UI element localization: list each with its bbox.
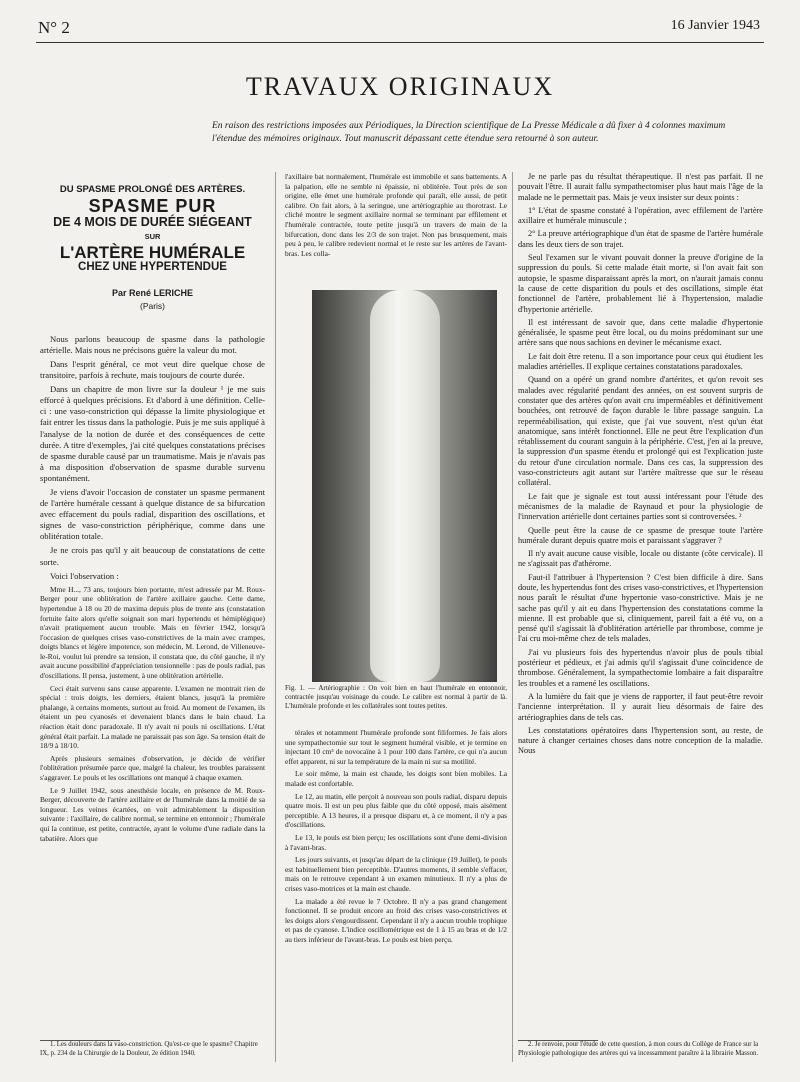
arm-shadow [370,290,440,682]
footnote-1: 1. Les douleurs dans la vaso-constriction. Qu'est-ce que le spasme? Chapitre IX, p. 234 de la Chirurgie de la Douleur, 2e édition 1940. [40,1041,258,1057]
article-place: (Paris) [139,300,166,311]
article-author: Par René LERICHE [111,287,194,298]
observation-paragraph: Après plusieurs semaines d'observation, je décide de vérifier l'oblitération présumée parce que, malgré la chaleur, les troubles paraissent s'aggraver. Le pouls et les oscillations ont manqué à chaque examen. [40,753,265,782]
paragraph: Nous parlons beaucoup de spasme dans la pathologie artérielle. Mais nous ne précisons guère la valeur du mot. [40,333,265,355]
paragraph: Les constatations opératoires dans l'hypertension sont, au reste, de nature à changer certaines choses dans notre conception de la maladie. Nous [518,725,763,756]
paragraph: Dans l'esprit général, ce mot veut dire quelque chose de transitoire, parfois à rechute, mais toujours de courte durée. [40,358,265,381]
column-2-bottom [285,728,507,947]
observation-paragraph: Le 9 Juillet 1942, sous anesthésie locale, en présence de M. Roux-Berger, découverte de l'artère axillaire et de l'humérale dans la moitié de sa longueur. Les veines écartées, on voit admirablement la disposition suivante : l'axillaire, de calibre normal, se termine en entonnoir ; l'humérale qui la continue, est petite, contractée, ayant le volume d'une radiale dans la tabatière. Alors que [40,785,265,843]
paragraph: La malade a été revue le 7 Octobre. Il n'y a pas grand changement fonctionnel. Il se produit encore au froid des crises vaso-constrictives et les doigts alors s'engourdissent. Cependant il n'y a aucun trouble trophique et pas de cyanose. L'indice oscillométrique est de 1 à 15 au bras et de 1/2 au tiers inférieur de l'avant-bras. Le pouls est bien perçu. [285,896,507,944]
article-title-2: DE 4 MOIS DE DURÉE SIÉGEANT [53,215,252,230]
section-title: TRAVAUX ORIGINAUX [245,72,555,101]
observation-paragraph: Mme H..., 73 ans, toujours bien portante, m'est adressée par M. Roux-Berger pour une oblitération de l'artère axillaire gauche. Cette dame, hypertendue à 18 ou 20 de maxima depuis plus de trente ans (constatation fortuite faite alors qu'elle soignait son mari hypertendu et hémiplégique) n'avait pratiquement aucun trouble. Mais en février 1942, lorsqu'à l'occasion de quelques crises vaso-constrictives de la main avec crampes, doigts blancs et légère impotence, son médecin, M. Lerond, de Villeneuve-le-Roi, voulut lui prendre sa tension, il constata que, du côté gauche, il n'y avait aucune possibilité d'appréciation tensionnelle : pas de pouls radial, pas d'oscillations. Il pensa, justement, à une oblitération artérielle. [40,584,265,681]
paragraph: Quand on a opéré un grand nombre d'artérites, et qu'on revoit ses malades avec régularité pendant des années, on est souvent surpris de constater que des artères qu'on avait cru imperméables et définitivement bouchées, ont retrouvé de façon durable le libre passage sanguin. La reperméabilisation, qui existe, que j'ai vue souvent, n'est qu'un état anatomique, sans intérêt fonctionnel. Elle ne peut être l'explication d'un rétablissement du courant sanguin à la périphérie. C'est, j'en ai la preuve, la suppression d'un spasme étendu et prolongé qui est l'explication juste du retour d'une circulation normale. Dans ces cas, la suppression des vaso-constricteurs agit autant sur l'artère maîtresse que sur le réseau collatéral. [518,375,763,488]
paragraph: Le soir même, la main est chaude, les doigts sont bien mobiles. La malade est confortable. [285,769,507,788]
observation-paragraph: Ceci était survenu sans cause apparente. L'examen ne montrait rien de spécial : trois doigts, les derniers, étaient blancs, jusqu'à la première phalange, à certains moments, surtout au froid. Au moment de l'examen, ils étaient un peu cyanosés et devenaient blancs dans le bain chaud. La réaction était donc paradoxale. Il n'y avait ni pouls ni oscillations. L'état général était parfait. La malade ne paraissait pas son âge. Sa tension était de 18/9 à 18/10. [40,683,265,751]
paragraph: Le 13, le pouls est bien perçu; les oscillations sont d'une demi-division à l'avant-bras. [285,832,507,852]
paragraph: Le 12, au matin, elle perçoit à nouveau son pouls radial, disparu depuis quatre mois. Il est un peu plus faible que du côté opposé, mais aisément perceptible. A 13 heures, il a presque disparu et, à ce moment, il n'y a pas d'oscillations. [285,791,507,830]
paragraph: 1° L'état de spasme constaté à l'opération, avec effilement de l'artère axillaire et humérale minuscule ; [518,205,763,226]
paragraph: Le fait doit être retenu. Il a son importance pour ceux qui étudient les maladies artérielles. Il explique certaines constatations paradoxales. [518,351,763,372]
figure-caption: Fig. 1. — Artériographie : On voit bien en haut l'humérale en entonnoir, contractée jusqu'au voisinage du coude. Le calibre est normal à partir de là. L'humérale profonde et les collatérales sont toutes petites. [285,684,507,710]
header-rule [36,42,764,43]
paragraph: Voici l'observation : [50,570,119,581]
paragraph: Je viens d'avoir l'occasion de constater un spasme permanent de l'artère humérale cessant à quelque distance de sa bifurcation avec effacement du pouls radial, disparition des oscillations, et signes de vaso-constriction périphérique, comme dans une oblitération totale. [40,486,265,542]
paragraph: Dans un chapitre de mon livre sur la douleur ¹ je me suis efforcé à quelques précisions. Et d'abord à une définition. Celle-ci : une vaso-constriction qui dépasse la limite physiologique et fait entrer les tissus dans la pathologie. Puis je me suis appliqué à l'analyse de la notion de durée et des conséquences de cette durée. A titre d'exemples, j'ai cité quelques constatations précises de spasme durable causé par un traumatisme. Mais je n'avais pas à ma disposition d'observation de spasme durable survenu spontanément. [40,384,265,483]
column-1 [40,184,265,846]
paragraph: Les jours suivants, et jusqu'au départ de la clinique (19 Juillet), le pouls est habituellement bien perceptible. D'autres moments, il semble s'effacer, mais on le retrouve cependant à un examen minutieux. Il n'y a plus de crises vaso-motrices et la main est chaude. [285,855,507,893]
paragraph: Je ne crois pas qu'il y ait beaucoup de constatations de cette sorte. [40,545,265,567]
arteriography-image [312,290,497,682]
editorial-note: En raison des restrictions imposées aux Périodiques, la Direction scientifique de La Presse Médicale a dû fixer à 4 colonnes maximum l'étendue des mémoires originaux. Tout manuscrit dépassant cette étendue sera retourné à son auteur. [212,121,726,144]
paragraph: Il n'y avait aucune cause visible, locale ou distante (côte cervicale). Il ne s'agissait pas d'athérome. [518,549,763,569]
article-title-3: SUR [144,232,161,242]
paragraph: A la lumière du fait que je viens de rapporter, il faut peut-être revoir l'ancienne interprétation. Il y aurait lieu désormais de faire des artériographies dans de tels cas. [518,691,763,722]
footnote-1-block [40,1040,265,1058]
paragraph: Faut-il l'attribuer à l'hypertension ? C'est bien difficile à dire. Sans doute, les hypertendus font des crises vaso-constrictives, et l'hypertension nous paraît le résultat d'une hypertonie vaso-constrictive. Mais je ne sache pas qu'il y ait eu dans l'hypertension des constatations comme la mienne. Il est probable que si, cliniquement, pareil fait a été vu, on a pensé qu'il s'agissait là d'oblitération artérielle par thrombose, comme je l'ai cru moi-même chez de tels malades. [518,572,763,644]
paragraph: Quelle peut être la cause de ce spasme de presque toute l'artère humérale durant depuis quatre mois et paraissant s'aggraver ? [518,525,763,545]
paragraph: Seul l'examen sur le vivant pouvait donner la preuve d'origine de la suppression du pouls. Si cette malade était morte, si l'on avait fait son autopsie, le spasme disparaissant après la mort, on n'aurait jamais connu la cause de cette disparition du pouls et des oscillations, simple état fonctionnel de l'artère, probablement lié à l'hypertension, maladie d'hypertonie artérielle. [518,253,763,314]
article-kicker: DU SPASME PROLONGÉ DES ARTÈRES. [59,184,246,195]
article-title-5: CHEZ UNE HYPERTENDUE [78,261,227,274]
paragraph: térales et notamment l'humérale profonde sont filiformes. Je fais alors une sympathectomie sur tout le segment huméral visible, et je termine en injectant 10 cm³ de novocaïne à 1 pour 100 dans l'artère, ce qui n'a aucun effet apparent, ni sur la température de la main ni sur sa motilité. [285,728,507,766]
paragraph: 2° La preuve artériographique d'un état de spasme de l'artère humérale dans les deux tiers de son trajet. [518,229,763,249]
issue-number: N° 2 [38,18,70,37]
paragraph: Le fait que je signale est tout aussi intéressant pour l'étude des mécanismes de la maladie de Raynaud et pour la physiologie de l'innervation artérielle dont certaines parties sont si controversées. ² [518,491,763,522]
column-divider [512,172,513,1062]
article-title-4: L'ARTÈRE HUMÉRALE [59,243,246,263]
footnote-2-block [518,1040,763,1058]
issue-date: 16 Janvier 1943 [670,18,760,33]
paragraph: J'ai vu plusieurs fois des hypertendus n'avoir plus de pouls tibial postérieur et pédieux, et j'ai admis qu'il s'agissait d'une coïncidence de thrombose. Généralement, la sympathectomie lombaire a fait disparaître les troubles et a ramené les oscillations. [518,647,763,688]
paragraph: Il est intéressant de savoir que, dans cette maladie d'hypertonie généralisée, le spasme peut être local, ou du moins prédominant sur une artère sans que nous sachions en deviner le mécanisme exact. [518,317,763,348]
column-3 [518,172,763,760]
article-title-1: SPASME PUR [88,196,217,217]
paragraph: Je ne parle pas du résultat thérapeutique. Il n'est pas parfait. Il ne pouvait l'être. Il aurait fallu sympathectomiser plus haut mais l'âge de la malade ne le permettait pas. Mais je veux insister sur deux points : [518,172,763,202]
footnote-2: 2. Je renvoie, pour l'étude de cette question, à mon cours du Collège de France sur la Physiologie pathologique des artères qui va incessamment paraître à la librairie Masson. [518,1041,759,1057]
column-divider [275,172,276,1062]
column-2-top: l'axillaire bat normalement, l'humérale est immobile et sans battements. A la palpation, elle ne semble ni épaissie, ni oblitérée. Tout près de son origine, elle émet une humérale profonde qui paraît, elle aussi, de petit calibre. On fait alors, à la seringue, une artériographie au thorotrast. Le cliché montre le segment axillaire normal se terminant par effilement et l'humérale contractée, toute petite jusqu'à un travers de main de la bifurcation, donc dans les 2/3 de son trajet. Non pas brusquement, mais peu à peu, le calibre redevient normal et le reste sur les artères de l'avant-bras. Les colla- [285,172,507,258]
